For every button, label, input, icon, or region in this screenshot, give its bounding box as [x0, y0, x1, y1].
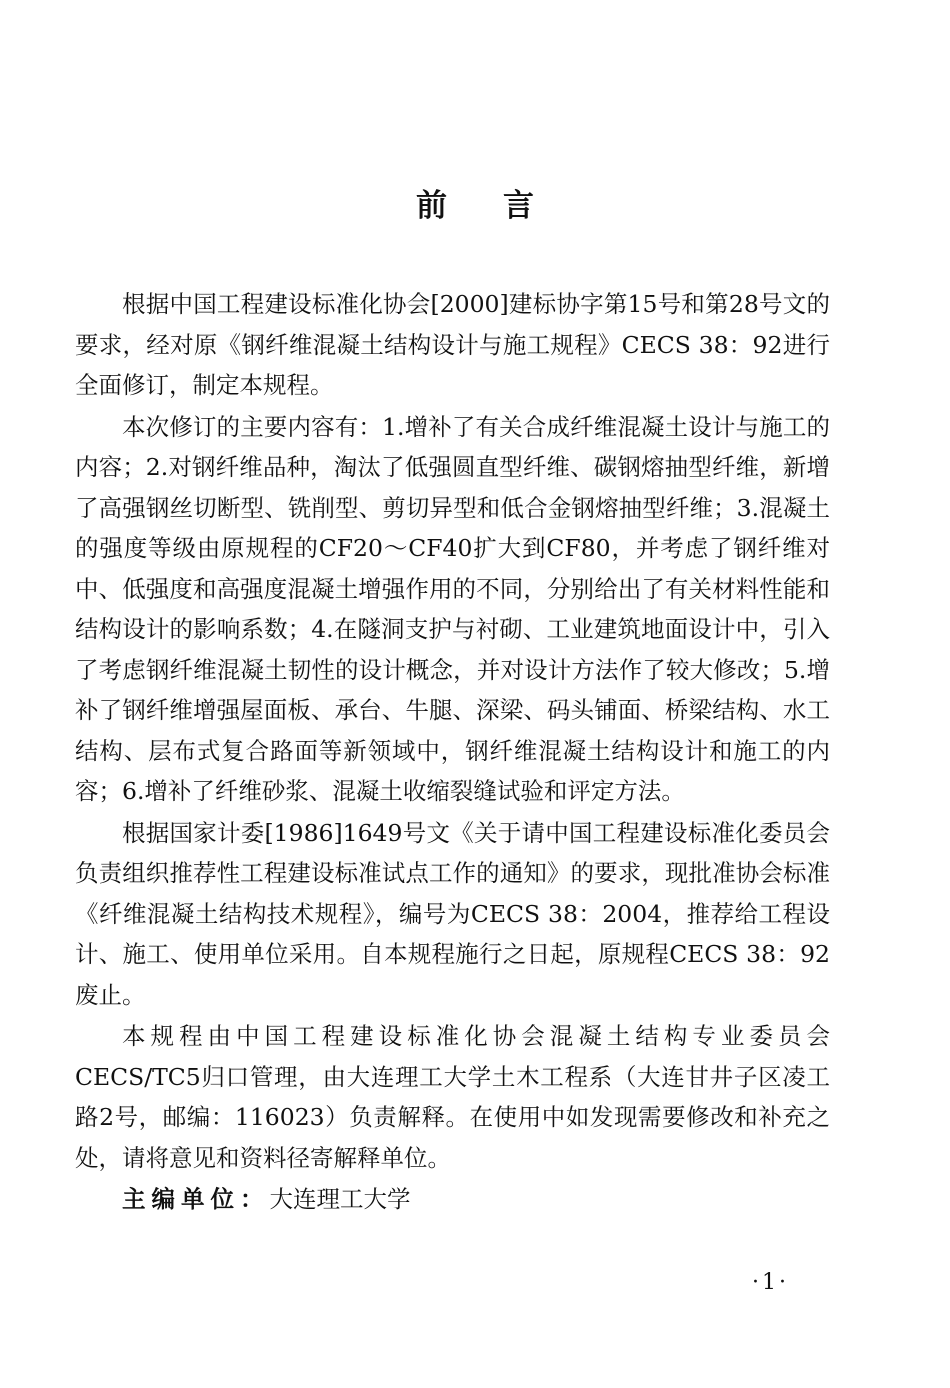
paragraph-1: 根据中国工程建设标准化协会[2000]建标协字第15号和第28号文的要求，经对原《钢纤维混凝土结构设计与施工规程》CECS 38：92进行全面修订，制定本规程。 [75, 290, 830, 399]
page-title: 前言 [416, 187, 590, 224]
chief-editor-line [75, 1179, 830, 1219]
preface-body [75, 284, 830, 1220]
paragraph-3: 根据国家计委[1986]1649号文《关于请中国工程建设标准化委员会负责组织推荐性工程建设标准试点工作的通知》的要求，现批准协会标准《纤维混凝土结构技术规程》，编号为CECS 38：2004，推荐给工程设计、施工、使用单位采用。自本规程施行之日起，原规程CECS 38：92废止。 [75, 818, 830, 1009]
paragraph-2: 本次修订的主要内容有：1.增补了有关合成纤维混凝土设计与施工的内容；2.对钢纤维品种，淘汰了低强圆直型纤维、碳钢熔抽型纤维，新增了高强钢丝切断型、铣削型、剪切异型和低合金钢熔抽型纤维；3.混凝土的强度等级由原规程的CF20～CF40扩大到CF80，并考虑了钢纤维对中、低强度和高强度混凝土增强作用的不同，分别给出了有关材料性能和结构设计的影响系数；4.在隧洞支护与衬砌、工业建筑地面设计中，引入了考虑钢纤维混凝土韧性的设计概念，并对设计方法作了较大修改；5.增补了钢纤维增强屋面板、承台、牛腿、深梁、码头铺面、桥梁结构、水工结构、层布式复合路面等新领域中，钢纤维混凝土结构设计和施工的内容；6.增补了纤维砂浆、混凝土收缩裂缝试验和评定方法。 [75, 412, 830, 805]
page-number: ·1· [752, 1270, 789, 1295]
paragraph-4: 本规程由中国工程建设标准化协会混凝土结构专业委员会CECS/TC5归口管理，由大连理工大学土木工程系（大连甘井子区凌工路2号，邮编：116023）负责解释。在使用中如发现需要修改和补充之处，请将意见和资料径寄解释单位。 [75, 1022, 830, 1172]
chief-editor-label: 主编单位： [122, 1185, 270, 1213]
chief-editor-value: 大连理工大学 [269, 1185, 411, 1213]
